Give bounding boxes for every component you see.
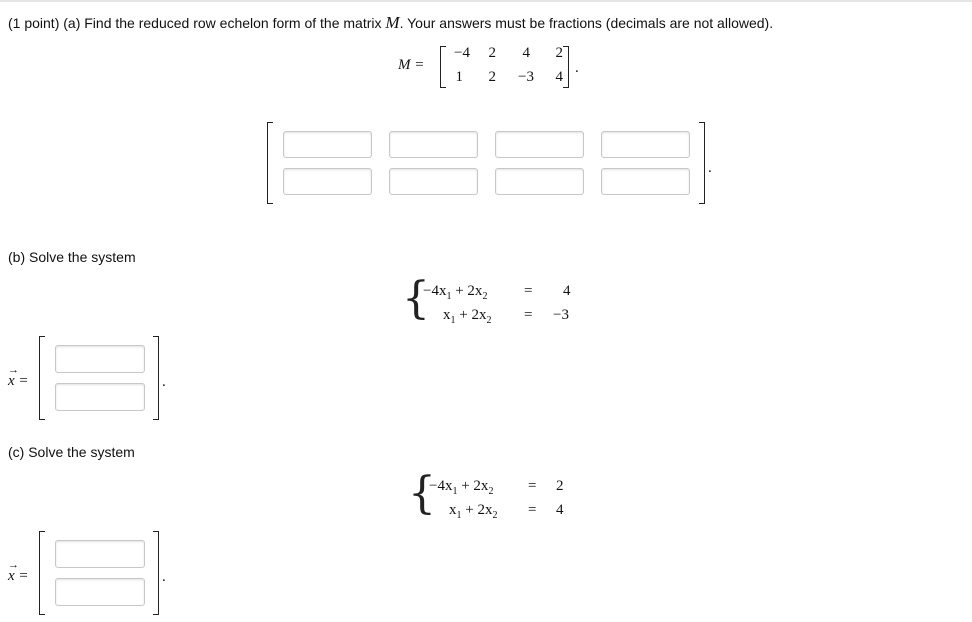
rref-right-bracket [699, 122, 705, 204]
matrix-cell: 2 [488, 69, 496, 85]
rref-period: . [708, 160, 712, 176]
equation-row: $-4x_1 + 2x_2$ [429, 478, 494, 497]
equation-row: $-4x_1 + 2x_2$ [423, 283, 488, 302]
vector-period: . [162, 374, 166, 390]
vector-left-bracket [39, 336, 45, 420]
solution-input-x2[interactable] [55, 578, 145, 606]
matrix-cell: 2 [488, 45, 496, 61]
equation-row: $x_1 + 2x_2$ [443, 307, 492, 326]
part-c-heading: (c) Solve the system [8, 444, 135, 460]
rref-input[interactable] [389, 131, 478, 158]
matrix-label: M = [398, 57, 425, 73]
problem-intro [8, 13, 773, 33]
vector-right-bracket [153, 531, 159, 615]
solution-input-x2[interactable] [55, 383, 145, 411]
matrix-period: . [575, 60, 579, 76]
top-divider [0, 0, 972, 2]
part-b-heading: (b) Solve the system [8, 249, 136, 265]
matrix-cell: −3 [518, 69, 534, 85]
rref-input[interactable] [601, 168, 690, 195]
rref-input[interactable] [283, 168, 372, 195]
equals-sign: = [528, 478, 537, 494]
rref-input[interactable] [495, 168, 584, 195]
matrix-right-bracket [563, 46, 569, 88]
solution-input-x1[interactable] [55, 345, 145, 373]
intro-suffix: . Your answers must be fractions (decimals are not allowed). [399, 15, 774, 31]
solution-input-x1[interactable] [55, 540, 145, 568]
rref-input[interactable] [495, 131, 584, 158]
rref-input[interactable] [389, 168, 478, 195]
rref-input[interactable] [283, 131, 372, 158]
equation-row: $x_1 + 2x_2$ [449, 502, 498, 521]
matrix-cell: 4 [555, 69, 563, 85]
intro-matrix-var: M [385, 13, 400, 32]
equals-sign: = [528, 502, 537, 518]
equation-rhs: −3 [553, 307, 569, 323]
equation-rhs: 2 [556, 478, 564, 494]
rref-input[interactable] [601, 131, 690, 158]
vector-x-label: → x = [8, 559, 29, 584]
system-brace: { [402, 273, 430, 324]
equals-sign: = [524, 307, 533, 323]
equation-rhs: 4 [563, 283, 571, 299]
vector-arrow-icon: → [8, 364, 19, 376]
equals-sign: = [524, 283, 533, 299]
system-brace: { [408, 468, 436, 519]
vector-left-bracket [39, 531, 45, 615]
rref-left-bracket [267, 122, 273, 204]
matrix-cell: −4 [454, 45, 470, 61]
intro-prefix: (1 point) (a) Find the reduced row echelon form of the matrix [8, 15, 386, 31]
equation-rhs: 4 [556, 502, 564, 518]
matrix-cell: 2 [555, 45, 563, 61]
matrix-cell: 4 [522, 45, 530, 61]
matrix-cell: 1 [455, 69, 463, 85]
vector-arrow-icon: → [8, 559, 19, 571]
vector-x-label: → x = [8, 364, 29, 389]
vector-period: . [162, 569, 166, 585]
vector-right-bracket [153, 336, 159, 420]
